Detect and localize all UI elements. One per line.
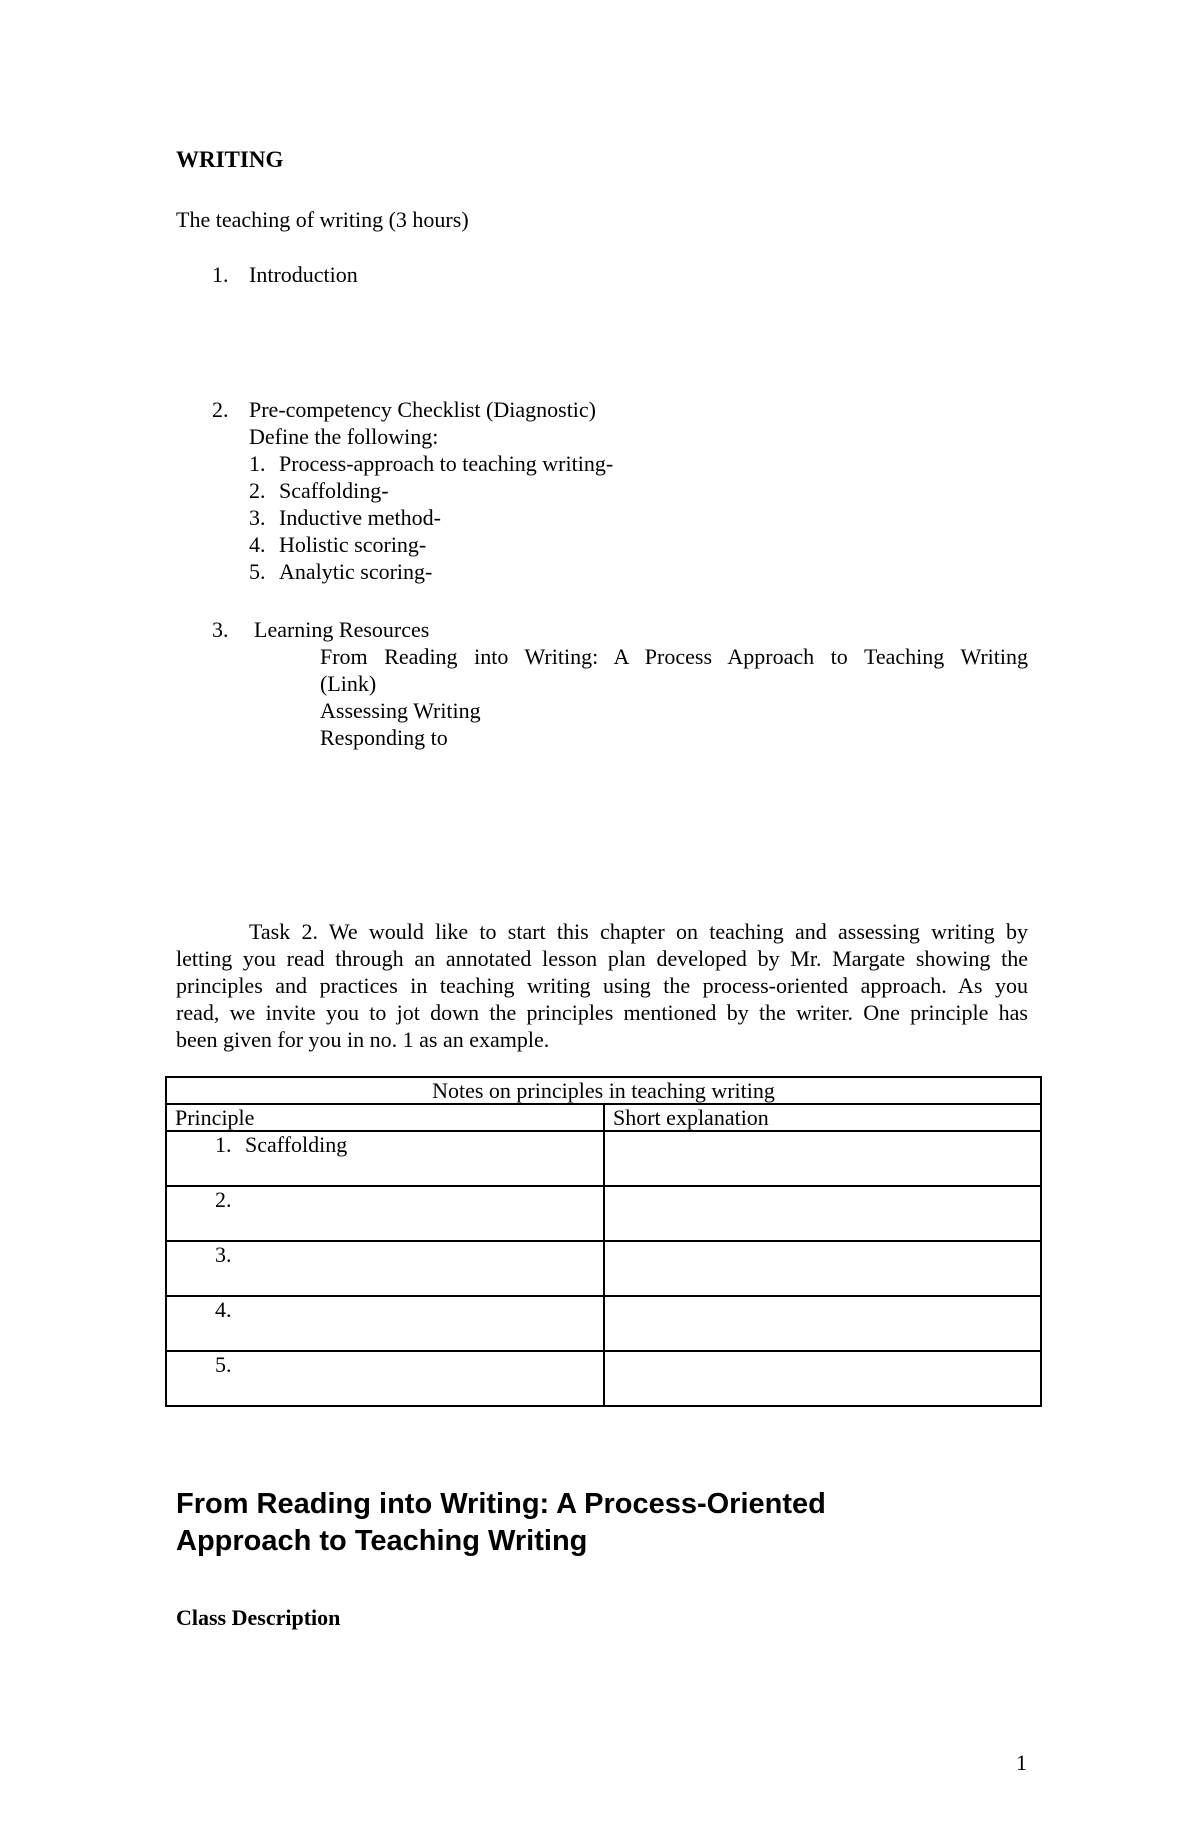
outline-number: 3.: [212, 617, 229, 642]
checklist-term: [249, 477, 389, 504]
explanation-cell[interactable]: [604, 1351, 1041, 1406]
term-number: 1.: [249, 451, 266, 476]
outline-item-checklist: [212, 396, 596, 423]
row-number: 2.: [215, 1187, 232, 1212]
explanation-cell[interactable]: [604, 1296, 1041, 1351]
class-description-heading: Class Description: [176, 1605, 341, 1630]
table-row: [166, 1186, 1041, 1241]
task-line: Task 2. We would like to start this chapter on teaching and assessing writing by: [249, 919, 1028, 944]
term-text: Analytic scoring-: [279, 559, 433, 584]
principle-cell[interactable]: [166, 1241, 604, 1296]
term-text: Inductive method-: [279, 505, 441, 530]
lesson-title-line-2: Approach to Teaching Writing: [176, 1525, 588, 1557]
outline-label: Pre-competency Checklist (Diagnostic): [249, 397, 597, 422]
term-number: 5.: [249, 559, 266, 584]
page-number: 1: [1016, 1750, 1027, 1775]
column-header-explanation: Short explanation: [604, 1104, 1041, 1131]
task-line: letting you read through an annotated lesson plan developed by Mr. Margate showing the: [176, 946, 1028, 971]
principle-cell[interactable]: [166, 1351, 604, 1406]
outline-item-resources: [212, 616, 429, 643]
resource-item: Responding to: [320, 725, 448, 750]
row-number: 3.: [215, 1242, 232, 1267]
task-line: principles and practices in teaching writing using the process-oriented approach. As you: [176, 973, 1028, 998]
checklist-term: [249, 504, 441, 531]
row-number: 5.: [215, 1352, 232, 1377]
term-number: 2.: [249, 478, 266, 503]
outline-number: 1.: [212, 262, 229, 287]
resource-link-label[interactable]: (Link): [320, 671, 377, 696]
resource-link[interactable]: From Reading into Writing: A Process Approach to Teaching Writing: [320, 644, 1028, 669]
section-subtitle: The teaching of writing (3 hours): [176, 207, 469, 232]
table-row: [166, 1351, 1041, 1406]
column-header-principle: Principle: [166, 1104, 604, 1131]
checklist-term: [249, 450, 613, 477]
task-line: read, we invite you to jot down the principles mentioned by the writer. One principle has: [176, 1000, 1028, 1025]
outline-number: 2.: [212, 397, 229, 422]
outline-label: Learning Resources: [254, 617, 430, 642]
table-caption: Notes on principles in teaching writing: [166, 1077, 1041, 1104]
checklist-term: [249, 531, 426, 558]
row-number: 4.: [215, 1297, 232, 1322]
principle-cell[interactable]: [166, 1296, 604, 1351]
principle-text: Scaffolding: [245, 1132, 348, 1157]
table-row: [166, 1296, 1041, 1351]
table-row: [166, 1241, 1041, 1296]
resource-item: Assessing Writing: [320, 698, 481, 723]
term-number: 3.: [249, 505, 266, 530]
principles-notes-table: [165, 1076, 1042, 1407]
table-row: [166, 1131, 1041, 1186]
outline-label: Introduction: [249, 262, 358, 287]
principle-cell[interactable]: [166, 1186, 604, 1241]
term-text: Scaffolding-: [279, 478, 389, 503]
checklist-term: [249, 558, 432, 585]
term-text: Holistic scoring-: [279, 532, 427, 557]
principle-cell[interactable]: [166, 1131, 604, 1186]
page-heading: WRITING: [176, 147, 284, 172]
task-line: been given for you in no. 1 as an example.: [176, 1027, 550, 1052]
term-number: 4.: [249, 532, 266, 557]
row-number: 1.: [215, 1132, 232, 1157]
explanation-cell[interactable]: [604, 1131, 1041, 1186]
checklist-intro: Define the following:: [249, 424, 439, 449]
lesson-title-line-1: From Reading into Writing: A Process-Oriented: [176, 1488, 826, 1520]
outline-item-introduction: [212, 261, 358, 288]
term-text: Process-approach to teaching writing-: [279, 451, 614, 476]
explanation-cell[interactable]: [604, 1186, 1041, 1241]
explanation-cell[interactable]: [604, 1241, 1041, 1296]
